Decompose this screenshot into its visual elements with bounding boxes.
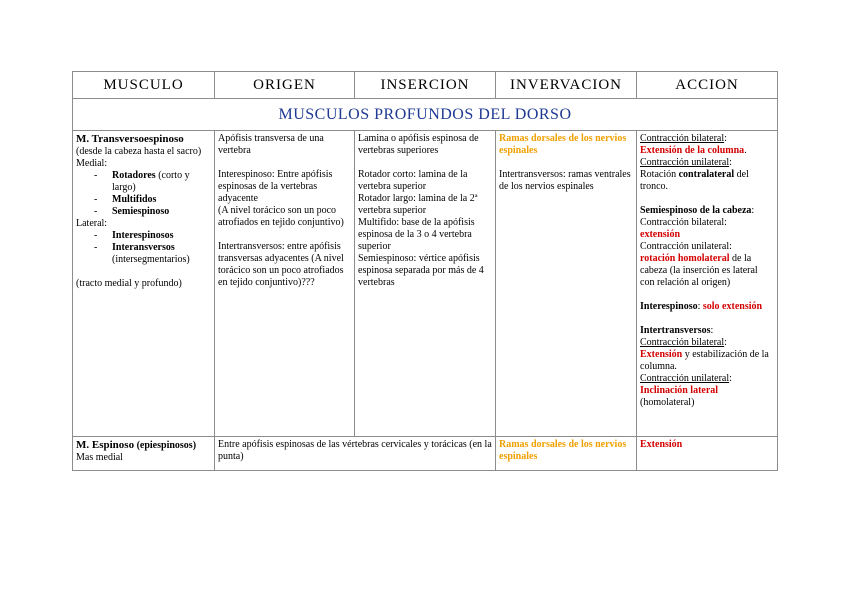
medial-label: Medial: [76,158,108,169]
accion-line: Contracción unilateral: [640,157,732,168]
list-item: - Rotadores (corto y largo) [94,170,190,193]
list-item: - Semiespinoso [94,206,170,217]
invervacion-text: Ramas dorsales de los nervios espinales [499,133,627,156]
tracto-note: (tracto medial y profundo) [76,278,182,289]
origen-text: Intertransversos: entre apófisis transversas adyacentes (A nivel torácico son un poco atrofiados en tejido conjuntivo)??? [218,241,344,288]
invervacion-text: Intertransversos: ramas ventrales de los nervios espinales [499,169,631,192]
origen-insercion-cell: Entre apófisis espinosas de las vértebras cervicales y torácicas (en la punta) [215,437,496,471]
accion-cell [637,131,778,437]
origen-text: (A nivel torácico son un poco atrofiados en tejido conjuntivo) [218,205,344,228]
list-item: - Multifidos [94,194,157,205]
insercion-cell [355,131,496,437]
accion-line: Intertransversos: [640,325,714,336]
insercion-text: Rotador corto: lamina de la vertebra superior [358,169,468,192]
accion-line: (homolateral) [640,397,695,408]
insercion-text: Rotador largo: lamina de la 2ª vertebra superior [358,193,478,216]
insercion-text: Lamina o apófisis espinosa de vertebras superiores [358,133,479,156]
origen-text: Apófisis transversa de una vertebra [218,133,324,156]
accion-line: Contracción unilateral: [640,241,732,252]
lateral-label: Lateral: [76,218,108,229]
header-invervacion: INVERVACION [496,72,637,99]
accion-line: rotación homolateral de la cabeza (la inserción es lateral con relación al origen) [640,253,758,288]
accion-line: Interespinoso: solo extensión [640,301,763,312]
invervacion-cell [496,131,637,437]
accion-line: Extensión de la columna. [640,145,747,156]
accion-cell [637,437,778,471]
accion-line: Contracción bilateral: [640,337,727,348]
section-title: MUSCULOS PROFUNDOS DEL DORSO [73,99,778,131]
list-item: - Interespinosos [94,230,174,241]
lateral-sub: (intersegmentarios) [112,254,190,265]
accion-line: Inclinación lateral [640,385,719,396]
muscle-desc: Mas medial [76,452,123,463]
accion-line: extensión [640,229,680,240]
musculo-cell [73,131,215,437]
header-insercion: INSERCION [355,72,496,99]
accion-line: Contracción bilateral: [640,217,727,228]
accion-line: Contracción bilateral: [640,133,727,144]
insercion-text: Multifido: base de la apófisis espinosa de la 3 o 4 vertebra superior [358,217,475,252]
table-row [73,437,778,471]
accion-line: Rotación contralateral del tronco. [640,169,749,192]
table-row [73,131,778,437]
list-item: - Interansversos [94,242,175,253]
header-musculo: MUSCULO [73,72,215,99]
origen-text: Interespinoso: Entre apófisis espinosas de la vertebras adyacente [218,169,333,204]
header-row [73,72,778,99]
invervacion-text: Ramas dorsales de los nervios espinales [499,439,627,462]
muscle-table [72,71,778,471]
accion-line: Extensión y estabilización de la columna. [640,349,769,372]
insercion-text: Semiespinoso: vértice apófisis espinosa separada por más de 4 vertebras [358,253,484,288]
accion-text: Extensión [640,439,683,450]
muscle-name: M. Transversoespinoso [76,133,184,145]
accion-line: Semiespinoso de la cabeza: [640,205,755,216]
muscle-desc: (desde la cabeza hasta el sacro) [76,146,202,157]
invervacion-cell [496,437,637,471]
section-title-row [73,99,778,131]
header-origen: ORIGEN [215,72,355,99]
musculo-cell [73,437,215,471]
header-accion: ACCION [637,72,778,99]
origen-cell [215,131,355,437]
muscle-name: M. Espinoso (epiespinosos) [76,439,197,451]
accion-line: Contracción unilateral: [640,373,732,384]
